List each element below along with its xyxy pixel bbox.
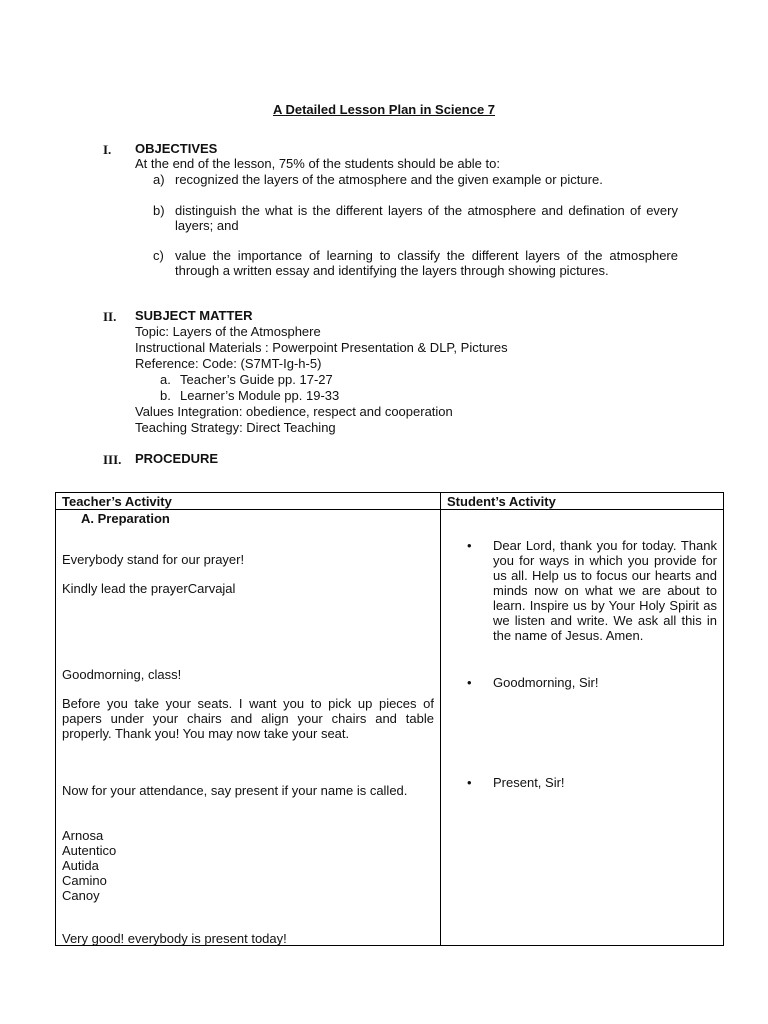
reference-letter: b. <box>160 388 171 403</box>
teacher-line: Goodmorning, class! <box>62 667 182 682</box>
reference-text: Teacher’s Guide pp. 17-27 <box>180 372 333 387</box>
activity-table <box>55 492 724 946</box>
objective-letter: c) <box>153 248 164 263</box>
section-numeral-procedure: III. <box>103 452 122 467</box>
student-response-text: Dear Lord, thank you for today. Thank you for ways in which you provide for us all. Help us to focus our hearts and minds now on what we are about to learn. Inspire us by Your Holy Spirit as we listen and write. We ask all this in the name of Jesus. Amen. <box>493 538 717 643</box>
page-title: A Detailed Lesson Plan in Science 7 <box>272 102 496 117</box>
objective-letter: a) <box>153 172 165 187</box>
teacher-line: Now for your attendance, say present if your name is called. <box>62 783 408 798</box>
attendance-name: Autida <box>62 858 99 873</box>
objectives-intro: At the end of the lesson, 75% of the students should be able to: <box>135 156 500 171</box>
bullet-icon: • <box>467 675 472 690</box>
student-response <box>467 775 717 790</box>
teacher-line: Everybody stand for our prayer! <box>62 552 245 567</box>
reference-item <box>160 388 339 403</box>
reference-line: Reference: Code: (S7MT-Ig-h-5) <box>135 356 322 371</box>
objective-item <box>153 248 678 278</box>
procedure-heading: PROCEDURE <box>135 451 219 466</box>
objective-item <box>153 203 678 233</box>
topic-line: Topic: Layers of the Atmosphere <box>135 324 321 339</box>
objective-text: recognized the layers of the atmosphere and the given example or picture. <box>175 172 603 187</box>
reference-item <box>160 372 333 387</box>
objective-text: distinguish the what is the different layers of the atmosphere and defination of every layers; and <box>175 203 678 233</box>
teacher-line: Before you take your seats. I want you to pick up pieces of papers under your chairs and align your chairs and table properly. Thank you! You may now take your seat. <box>62 696 434 741</box>
student-response <box>467 538 717 643</box>
student-response <box>467 675 717 690</box>
teacher-line: Kindly lead the prayerCarvajal <box>62 581 236 596</box>
objectives-heading: OBJECTIVES <box>135 141 218 156</box>
teacher-activity-header: Teacher’s Activity <box>56 493 441 510</box>
bullet-icon: • <box>467 538 472 553</box>
preparation-heading: A. Preparation <box>81 511 170 526</box>
reference-letter: a. <box>160 372 171 387</box>
section-numeral-objectives: I. <box>103 142 112 157</box>
bullet-icon: • <box>467 775 472 790</box>
activity-table-header-row <box>56 493 724 510</box>
attendance-name: Autentico <box>62 843 117 858</box>
materials-line: Instructional Materials : Powerpoint Presentation & DLP, Pictures <box>135 340 508 355</box>
objective-text: value the importance of learning to classify the different layers of the atmosphere through a written essay and identifying the layers through showing pictures. <box>175 248 678 278</box>
section-numeral-subject-matter: II. <box>103 309 117 324</box>
objective-item <box>153 172 678 187</box>
student-activity-cell <box>441 510 724 946</box>
attendance-name: Camino <box>62 873 107 888</box>
teacher-activity-cell <box>56 510 441 946</box>
objective-letter: b) <box>153 203 165 218</box>
teacher-line: Very good! everybody is present today! <box>62 931 287 946</box>
reference-text: Learner’s Module pp. 19-33 <box>180 388 340 403</box>
subject-matter-heading: SUBJECT MATTER <box>135 308 253 323</box>
attendance-name: Canoy <box>62 888 100 903</box>
activity-table-row <box>56 510 724 946</box>
student-response-text: Present, Sir! <box>493 775 565 790</box>
student-response-text: Goodmorning, Sir! <box>493 675 599 690</box>
values-line: Values Integration: obedience, respect and cooperation <box>135 404 453 419</box>
student-activity-header: Student’s Activity <box>441 493 724 510</box>
strategy-line: Teaching Strategy: Direct Teaching <box>135 420 336 435</box>
attendance-name: Arnosa <box>62 828 104 843</box>
